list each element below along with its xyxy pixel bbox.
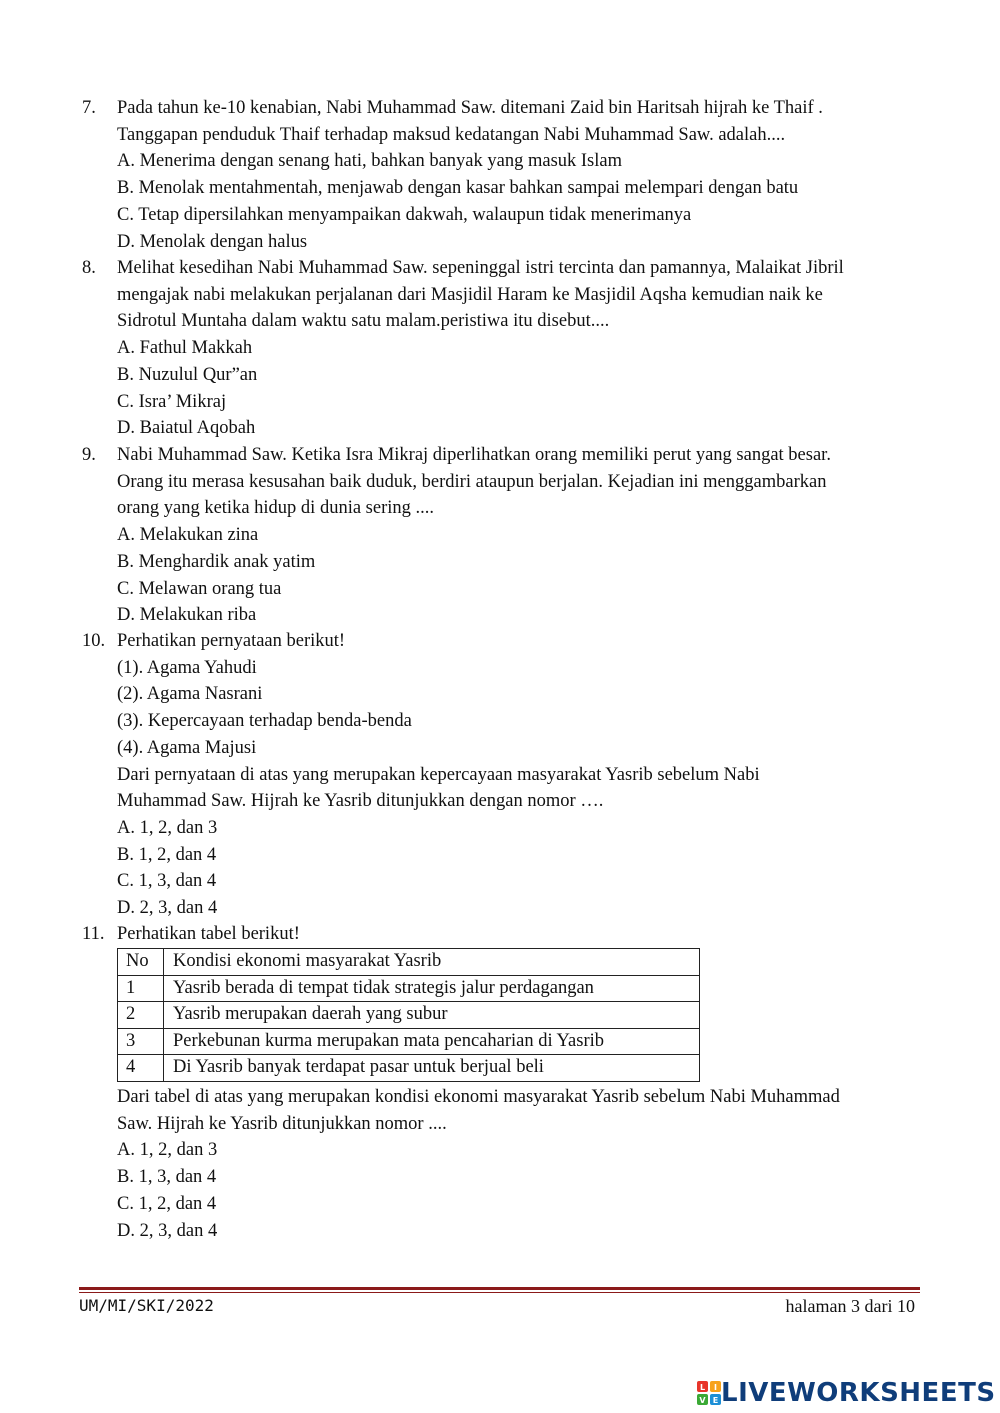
question-text-line: Muhammad Saw. Hijrah ke Yasrib ditunjukkan dengan nomor …. <box>117 791 604 812</box>
option-c: C. Tetap dipersilahkan menyampaikan dakwah, walaupun tidak menerimanya <box>117 204 692 225</box>
table-cell-no: 4 <box>118 1055 164 1082</box>
table-cell-condition: Yasrib merupakan daerah yang subur <box>164 1002 700 1029</box>
option-c: C. Melawan orang tua <box>117 578 282 599</box>
question-text-line: Orang itu merasa kesusahan baik duduk, berdiri ataupun berjalan. Kejadian ini menggambarkan <box>117 471 827 492</box>
question-text-line: (3). Kepercayaan terhadap benda-benda <box>117 711 412 732</box>
question-7 <box>82 95 912 255</box>
question-text-line: (2). Agama Nasrani <box>117 684 263 705</box>
option-c: C. 1, 3, dan 4 <box>117 871 217 892</box>
svg-text:V: V <box>699 1396 706 1405</box>
option-d: D. Baiatul Aqobah <box>117 418 256 439</box>
option-d: D. Melakukan riba <box>117 605 257 626</box>
footer-divider-thin <box>79 1292 920 1293</box>
question-text-line: Perhatikan pernyataan berikut! <box>117 631 346 651</box>
question-8 <box>82 255 912 442</box>
svg-text:E: E <box>712 1396 719 1405</box>
option-b: B. Nuzulul Qur”an <box>117 364 258 385</box>
question-body <box>117 442 912 629</box>
question-text-line: Perhatikan tabel berikut! <box>117 924 300 944</box>
table-header-row <box>118 949 700 976</box>
page-number: halaman 3 dari 10 <box>785 1296 915 1316</box>
table-row <box>118 1002 700 1029</box>
option-a: A. Fathul Makkah <box>117 338 253 359</box>
question-number: 11. <box>82 924 105 944</box>
table-header-no: No <box>118 949 164 976</box>
question-number: 8. <box>82 258 96 278</box>
table-cell-no: 1 <box>118 975 164 1002</box>
question-11-continuation <box>117 1084 917 1244</box>
question-text-line: Dari pernyataan di atas yang merupakan kepercayaan masyarakat Yasrib sebelum Nabi <box>117 764 760 785</box>
table-row <box>118 1055 700 1082</box>
question-number: 7. <box>82 98 96 118</box>
question-text-line: (4). Agama Majusi <box>117 737 257 758</box>
question-body <box>117 255 912 442</box>
table-cell-no: 3 <box>118 1028 164 1055</box>
question-11 <box>82 921 912 948</box>
question-10 <box>82 628 912 922</box>
question-text-line: (1). Agama Yahudi <box>117 657 257 678</box>
table-cell-no: 2 <box>118 1002 164 1029</box>
table-row <box>118 975 700 1002</box>
option-b: B. Menolak mentahmentah, menjawab dengan kasar bahkan sampai melempari dengan batu <box>117 178 799 199</box>
table-cell-condition: Perkebunan kurma merupakan mata pencaharian di Yasrib <box>164 1028 700 1055</box>
question-text-line: Nabi Muhammad Saw. Ketika Isra Mikraj diperlihatkan orang memiliki perut yang sangat besar. <box>117 445 831 465</box>
question-number: 9. <box>82 445 96 465</box>
option-a: A. Melakukan zina <box>117 525 259 546</box>
option-a: A. Menerima dengan senang hati, bahkan banyak yang masuk Islam <box>117 151 623 172</box>
svg-text:I: I <box>714 1383 717 1392</box>
question-text-line: orang yang ketika hidup di dunia sering .... <box>117 498 435 519</box>
table-cell-condition: Di Yasrib banyak terdapat pasar untuk berjual beli <box>164 1055 700 1082</box>
option-b: B. Menghardik anak yatim <box>117 551 316 572</box>
question-9 <box>82 442 912 629</box>
question-text-line: Saw. Hijrah ke Yasrib ditunjukkan nomor .... <box>117 1113 447 1134</box>
table-row <box>118 1028 700 1055</box>
liveworksheets-logo-text: LIVEWORKSHEETS <box>721 1378 996 1408</box>
option-c: C. 1, 2, dan 4 <box>117 1193 217 1214</box>
option-a: A. 1, 2, dan 3 <box>117 1140 218 1161</box>
option-d: D. 2, 3, dan 4 <box>117 898 218 919</box>
liveworksheets-logo-icon <box>697 1381 721 1405</box>
option-d: D. 2, 3, dan 4 <box>117 1220 218 1241</box>
question-body <box>117 95 912 255</box>
option-c: C. Isra’ Mikraj <box>117 391 227 412</box>
option-d: D. Menolak dengan halus <box>117 231 308 252</box>
question-body <box>117 628 912 922</box>
question-text-line: Sidrotul Muntaha dalam waktu satu malam.peristiwa itu disebut.... <box>117 311 610 332</box>
question-text-line: Melihat kesedihan Nabi Muhammad Saw. sepeninggal istri tercinta dan pamannya, Malaikat Jibril <box>117 258 844 278</box>
option-a: A. 1, 2, dan 3 <box>117 817 218 838</box>
question-text-line: Tanggapan penduduk Thaif terhadap maksud kedatangan Nabi Muhammad Saw. adalah.... <box>117 124 786 145</box>
table-header-condition: Kondisi ekonomi masyarakat Yasrib <box>164 949 700 976</box>
question-text-line: Pada tahun ke-10 kenabian, Nabi Muhammad Saw. ditemani Zaid bin Haritsah hijrah ke Thaif . <box>117 98 823 118</box>
question-text-line: mengajak nabi melakukan perjalanan dari Masjidil Haram ke Masjidil Aqsha kemudian naik ke <box>117 284 823 305</box>
document-code: UM/MI/SKI/2022 <box>79 1296 214 1315</box>
question-number: 10. <box>82 631 106 651</box>
economy-table <box>117 948 700 1082</box>
option-b: B. 1, 3, dan 4 <box>117 1167 217 1188</box>
liveworksheets-logo <box>697 1378 996 1408</box>
option-b: B. 1, 2, dan 4 <box>117 844 217 865</box>
table-cell-condition: Yasrib berada di tempat tidak strategis jalur perdagangan <box>164 975 700 1002</box>
svg-text:L: L <box>699 1383 706 1392</box>
question-body <box>117 921 912 948</box>
footer-divider-thick <box>79 1287 920 1290</box>
question-text-line: Dari tabel di atas yang merupakan kondisi ekonomi masyarakat Yasrib sebelum Nabi Muhammad <box>117 1087 840 1107</box>
